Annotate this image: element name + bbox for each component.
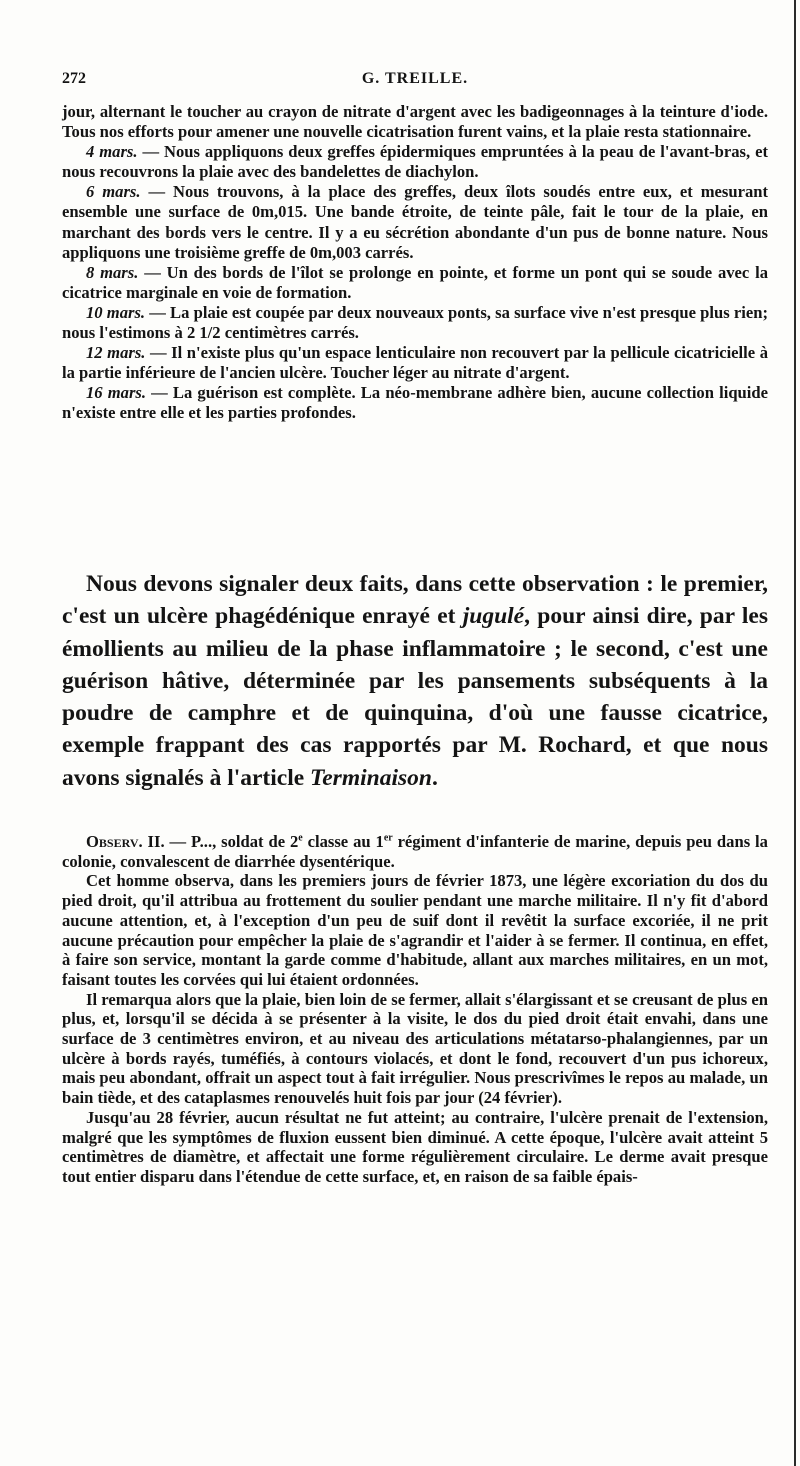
paragraph: Cet homme observa, dans les premiers jours de février 1873, une légère excoriation du dos du pied droit, qu'il attribua au frottement du soulier pendant une marche militaire. Il n'y fit d'abord aucune attention, et, à l'exception d'un peu de suif dont il revêtit la surface excoriée, il ne prit aucune précaution pour empêcher la plaie de s'agrandir et l'aider à se fermer. Il continua, en effet, à faire son service, montant la garde comme d'habitude, allant aux marches militaires, en un mot, faisant toutes les corvées qui lui étaient ordonnées. [62, 871, 768, 989]
emphasis: jugulé [462, 603, 525, 630]
entry-text: — Nous appliquons deux greffes épidermiques empruntées à la peau de l'avant-bras, et nous recouvrons la plaie avec des bandelettes de diachylon. [62, 142, 768, 182]
diary-entry [62, 383, 768, 423]
paragraph: Il remarqua alors que la plaie, bien loin de se fermer, allait s'élargissant et se creusant de plus en plus, et, lorsqu'il se décida à se présenter à la visite, le dos du pied droit était envahi, dans une surface de 3 centimètres environ, et au niveau des articulations métatarso-phalangiennes, par un ulcère à bords rayés, tuméfiés, à contours violacés, et dont le fond, recouvert d'un pus ichoreux, mais peu abondant, offrait un aspect tout à fait irrégulier. Nous prescrivîmes le repos au malade, un bain tiède, et des cataplasmes renouvelés huit fois par jour (24 février). [62, 989, 768, 1108]
page-number: 272 [62, 70, 86, 87]
commentary-paragraph: Nous devons signaler deux faits, dans cette observation : le premier, c'est un ulcère phagédénique enrayé et jugulé, pour ainsi dire, par les émollients au milieu de la phase inflammatoire ; le second, c'est une guérison hâtive, déterminée par les pansements subséquents à la poudre de camphre et de quinquina, d'où une fausse cicatrice, exemple frappant des cas rapportés par M. Rochard, et que nous avons signalés à l'article Terminaison. [62, 571, 768, 791]
page-header [62, 70, 768, 94]
entry-date: 12 mars. [86, 343, 146, 363]
page-edge-line [794, 0, 796, 1466]
entry-date: 8 mars. [86, 262, 139, 282]
entry-date: 4 mars. [86, 142, 138, 162]
diary-entry [62, 182, 768, 262]
diary-entry [62, 142, 768, 182]
entry-text: — Il n'existe plus qu'un espace lenticulaire non recouvert par la pellicule cicatricielle à la partie inférieure de l'ancien ulcère. Toucher léger au nitrate d'argent. [62, 343, 768, 383]
entry-text: — Un des bords de l'îlot se prolonge en pointe, et forme un pont qui se soude avec la cicatrice marginale en voie de formation. [62, 262, 769, 302]
diary-entry [62, 263, 768, 303]
diary-entry [62, 303, 768, 343]
case-diary-section [62, 102, 768, 424]
entry-text: — Nous trouvons, à la place des greffes, deux îlots soudés entre eux, et mesurant ensemble une surface de 0m,015. Une bande étroite, de teinte pâle, fait le tour de la plaie, en marchant des bords vers le centre. Il y a eu sécrétion abondante d'un pus de bonne nature. Nous appliquons une troisième greffe de 0m,003 carrés. [62, 182, 768, 262]
observation-label: Observ. II. [86, 832, 165, 851]
entry-text: — La plaie est coupée par deux nouveaux ponts, sa surface vive n'est presque plus rien; nous l'estimons à 2 1/2 centimètres carrés. [62, 302, 768, 343]
entry-text: — La guérison est complète. La néo-membrane adhère bien, aucune collection liquide n'existe entre elle et les parties profondes. [62, 383, 768, 423]
observation-heading-paragraph: Observ. II. — P..., soldat de 2e classe au 1er régiment d'infanterie de marine, depuis peu dans la colonie, convalescent de diarrhée dysentérique. [62, 832, 768, 871]
emphasis: Terminaison [310, 764, 432, 791]
entry-date: 6 mars. [86, 182, 141, 202]
paragraph: jour, alternant le toucher au crayon de nitrate d'argent avec les badigeonnages à la teinture d'iode. Tous nos efforts pour amener une nouvelle cicatrisation furent vains, et la plaie resta stationnaire. [62, 102, 768, 142]
running-head: G. TREILLE. [361, 70, 469, 87]
commentary-section [62, 568, 768, 794]
entry-date: 16 mars. [86, 383, 147, 403]
observation-section [62, 832, 768, 1187]
entry-date: 10 mars. [86, 302, 146, 322]
diary-entry [62, 343, 768, 383]
paragraph: Jusqu'au 28 février, aucun résultat ne fut atteint; au contraire, l'ulcère prenait de l'extension, malgré que les symptômes de fluxion eussent bien diminué. A cette époque, l'ulcère avait atteint 5 centimètres de diamètre, et affectait une forme régulièrement circulaire. Le derme avait presque tout entier disparu dans l'étendue de cette surface, et, en raison de sa faible épais- [62, 1107, 768, 1186]
